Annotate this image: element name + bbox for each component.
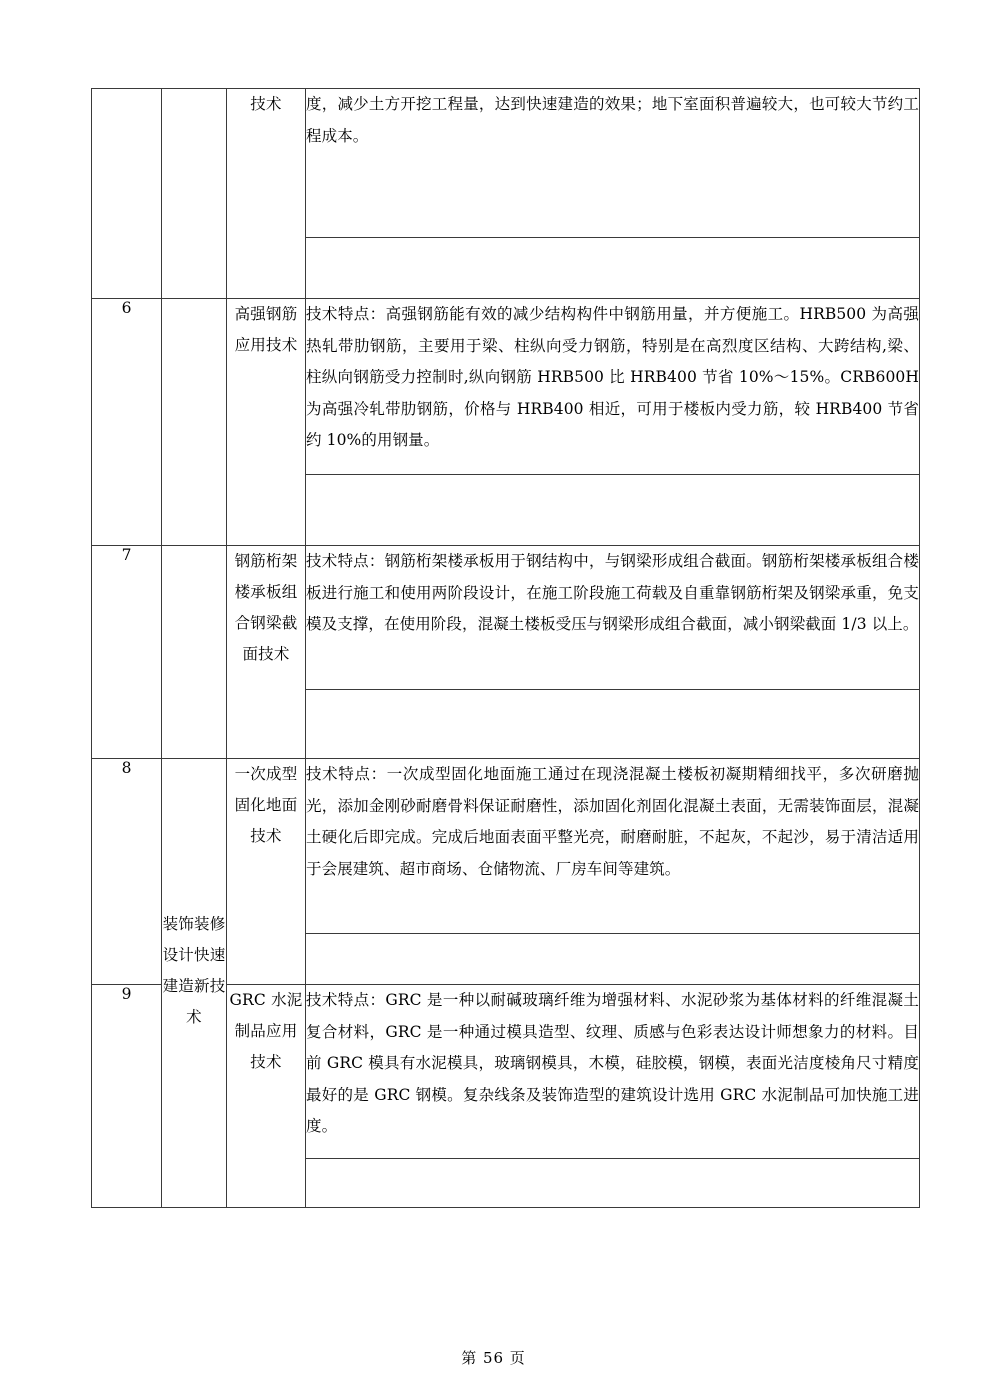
row-number-cell: 7 [92,546,162,759]
row-tech-name-cell: 钢筋桁架楼承板组合钢梁截面技术 [227,546,306,759]
row-tech-name-cell: GRC 水泥制品应用技术 [227,985,306,1208]
row-number-cell: 9 [92,985,162,1208]
technology-table [91,88,920,1208]
row-category-cell [162,546,227,759]
row-category-cell: 装饰装修设计快速建造新技术 [162,759,227,1208]
row-body-cell: 技术特点：GRC 是一种以耐碱玻璃纤维为增强材料、水泥砂浆为基体材料的纤维混凝土复合材料，GRC 是一种通过模具造型、纹理、质感与色彩表达设计师想象力的材料。目前 GRC 模具有水泥模具，玻璃钢模具，木模，硅胶模，钢模，表面光洁度棱角尺寸精度最好的是 GRC 钢模。复杂线条及装饰造型的建筑设计选用 GRC 水泥制品可加快施工进度。 [306,985,920,1159]
row-category-cell [162,89,227,299]
row-empty-sub-cell [306,1159,920,1208]
row-body-cell: 技术特点：钢筋桁架楼承板用于钢结构中，与钢梁形成组合截面。钢筋桁架楼承板组合楼板进行施工和使用两阶段设计，在施工阶段施工荷载及自重靠钢筋桁架及钢梁承重，免支模及支撑，在使用阶段，混凝土楼板受压与钢梁形成组合截面，减小钢梁截面 1/3 以上。 [306,546,920,690]
table-row [92,89,920,238]
table-row [92,546,920,690]
table-row [92,759,920,934]
row-body-cell: 度，减少土方开挖工程量，达到快速建造的效果；地下室面积普遍较大，也可较大节约工程成本。 [306,89,920,238]
table-row [92,299,920,475]
row-empty-sub-cell [306,934,920,985]
row-body-cell: 技术特点：一次成型固化地面施工通过在现浇混凝土楼板初凝期精细找平，多次研磨抛光，添加金刚砂耐磨骨料保证耐磨性，添加固化剂固化混凝土表面，无需装饰面层，混凝土硬化后即完成。完成后地面表面平整光亮，耐磨耐脏，不起灰，不起沙，易于清洁适用于会展建筑、超市商场、仓储物流、厂房车间等建筑。 [306,759,920,934]
row-category-cell [162,299,227,546]
row-empty-sub-cell [306,690,920,759]
page-footer: 第 56 页 [461,1349,526,1367]
row-tech-name-cell: 技术 [227,89,306,299]
row-empty-sub-cell [306,238,920,299]
row-number-cell [92,89,162,299]
row-number-cell: 6 [92,299,162,546]
row-number-cell: 8 [92,759,162,985]
row-body-cell: 技术特点：高强钢筋能有效的减少结构构件中钢筋用量，并方便施工。HRB500 为高强热轧带肋钢筋，主要用于梁、柱纵向受力钢筋，特别是在高烈度区结构、大跨结构,梁、柱纵向钢筋受力控制时,纵向钢筋 HRB500 比 HRB400 节省 10%～15%。CRB600H 为高强冷轧带肋钢筋，价格与 HRB400 相近，可用于楼板内受力筋，较 HRB400 节省约 10%的用钢量。 [306,299,920,475]
row-tech-name-cell: 一次成型固化地面技术 [227,759,306,985]
row-empty-sub-cell [306,475,920,546]
row-tech-name-cell: 高强钢筋应用技术 [227,299,306,546]
